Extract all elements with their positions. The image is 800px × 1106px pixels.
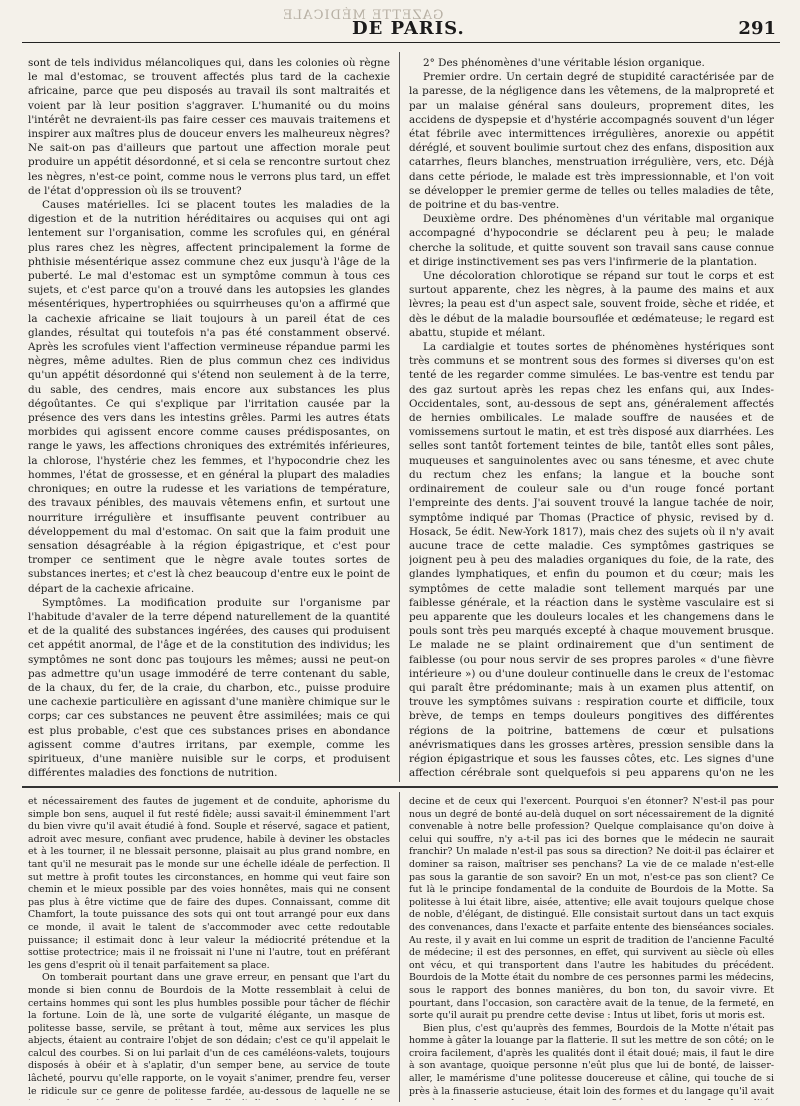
paragraph: Causes matérielles. Ici se placent toutes les maladies de la digestion et de la nutrition héréditaires ou acquises qui ont agi lentement sur l'organisation, comme les scrofules qui, en général plus rares chez les nègres, affectent principalement la forme de phthisie mésentérique assez commune chez eux jusqu'à l'âge de la puberté. Le mal d'estomac est un symptôme commun à tous ces sujets, et c'est parce qu'on a trouvé dans les autopsies les glandes mésentériques, hypertrophiées ou squirrheuses qu'on a affirmé que la cachexie africaine se liait toujours à un pareil état de ces glandes, résultat qui toutefois n'a pas été constamment observé. Après les scrofules vient l'affection vermineuse répandue parmi les nègres, même adultes. Rien de plus commun chez ces individus qu'un appétit désordonné qui s'étend non seulement à de la terre, du sable, des cendres, mais encore aux substances les plus dégoûtantes. Ce qui s'explique par l'irritation causée par la présence des vers dans les intestins grêles. Parmi les autres états morbides qui agissent encore comme causes prédisposantes, on range le yaws, les affections chroniques des extrémités inférieures, la chlorose, l'hystérie chez les femmes, et l'hypocondrie chez les hommes, l'état de grossesse, et en général la plupart des maladies chroniques; en outre la rudesse et les variations de température, des travaux pénibles, des mauvais vêtemens enfin, et surtout une nourriture irrégulière et insuffisante peuvent contribuer au développement du mal d'estomac. On sait que la faim produit une sensation désagréable à la région épigastrique, et c'est pour tromper ce sentiment que le nègre avale toutes sortes de substances inertes; et c'est là chez beaucoup d'entre eux le point de départ de la cachexie africaine. bbox=[28, 199, 390, 595]
section-divider bbox=[22, 786, 778, 788]
paragraph: sont de tels individus mélancoliques qui, dans les colonies où règne le mal d'estomac, se trouvent affectés plus tard de la cachexie africaine, parce que peu disposés au travail ils sont maltraités et voient par là leur position s'aggraver. L'humanité ou du moins l'intérêt ne devraient-ils pas faire cesser ces mauvais traitemens et inspirer aux maîtres plus de douceur envers les malheureux nègres? Ne sait-on pas d'ailleurs que partout une affection morale peut produire un appétit désordonné, et si cela se rencontre surtout chez les nègres, n'est-ce point, comme nous le verrons plus tard, un effet de l'état d'oppression où ils se trouvent? bbox=[28, 57, 390, 197]
running-title: DE PARIS. bbox=[352, 18, 465, 39]
paragraph: Une décoloration chlorotique se répand sur tout le corps et est surtout apparente, chez les nègres, à la paume des mains et aux lèvres; la peau est d'un aspect sale, souvent froide, sèche et ridée, et dès le début de la maladie boursouflée et œdémateuse; le regard est abattu, stupide et mélant. bbox=[409, 270, 774, 339]
paragraph: Premier ordre. Un certain degré de stupidité caractérisée par de la paresse, de la négligence dans les vêtemens, de la malpropreté et par un malaise général sans douleurs, proprement dites, les accidens de dyspepsie et d'hystérie accompagnés souvent d'un léger état fébrile avec intermittences irrégulières, anorexie ou appétit déréglé, et souvent boulimie surtout chez des enfans, disposition aux catarrhes, fleurs blanches, menstruation irrégulière, vers, etc. Déjà dans cette période, le malade est très impressionnable, et l'on voit se développer le premier germe de telles ou telles maladies de tête, de poitrine et du bas-ventre. bbox=[409, 71, 774, 212]
column-divider bbox=[399, 52, 400, 782]
paragraph: decine et de ceux qui l'exercent. Pourquoi s'en étonner? N'est-il pas pour nous un degré de bonté au-delà duquel on sort nécessairement de la dignité convenable à notre belle profession? Quelque complaisance qu'on doive à celui qui souffre, n'y a-t-il pas ici des bornes que le médecin ne saurait franchir? Un malade n'est-il pas sous sa direction? Ne doit-il pas éclairer et dominer sa raison, maîtriser ses penchans? La vie de ce malade n'est-elle pas sous la garantie de son savoir? En un mot, n'est-ce pas son client? Ce fut là le principe fondamental de la conduite de Bourdois de la Motte. Sa politesse à lui était libre, aisée, attentive; elle avait toujours quelque chose de noble, d'élégant, de distingué. Elle consistait surtout dans un tact exquis des convenances, dans l'exacte et parfaite entente des bienséances sociales. Au reste, il y avait en lui comme un esprit de tradition de l'ancienne Faculté de médecine; il est des personnes, en effet, qui survivent au siècle où elles ont vécu, et qui transportent dans l'autre les habitudes du précédent. Bourdois de la Motte était du nombre de ces personnes parmi les médecins, sous le rapport des bonnes manières, du bon ton, du savoir vivre. Et pourtant, dans l'occasion, son caractère avait de la tenue, de la fermeté, en sorte qu'il aurait pu prendre cette devise : Intus ut libet, foris ut moris est. bbox=[409, 796, 774, 1022]
page-number: 291 bbox=[738, 18, 776, 39]
paragraph: 2° Des phénomènes d'une véritable lésion organique. bbox=[423, 57, 705, 69]
feuilleton-left-column bbox=[28, 796, 390, 1100]
paragraph: et nécessairement des fautes de jugement et de conduite, aphorisme du simple bon sens, auquel il fut resté fidèle; aussi savait-il éminemment l'art du bien vivre qu'il avait étudié à fond. Souple et réservé, sagace et patient, adroit avec mesure, confiant avec prudence, habile à deviner les obstacles et à les tourner, il ne blessait personne, plaisait au plus grand nombre, en tant qu'il ne mesurait pas le monde sur une échelle idéale de perfection. Il sut mettre à profit toutes les circonstances, en homme qui veut faire son chemin et le mieux possible par des voies honnêtes, mais qui ne consent pas plus à être victime que de faire des dupes. Connaissant, comme dit Chamfort, la toute puissance des sots qui ont tout arrangé pour eux dans ce monde, il avait le talent de s'accommoder avec cette redoutable puissance; il estimait donc à leur valeur la médiocrité prétendue et la sottise protectrice; mais il ne froissait ni l'une ni l'autre, tout en préférant les gens d'esprit où il tenait parfaitement sa place. bbox=[28, 796, 390, 971]
paragraph: La cardialgie et toutes sortes de phénomènes hystériques sont très communs et se montrent sous des formes si diverses qu'on est tenté de les regarder comme simulées. Le bas-ventre est tendu par des gaz surtout après les repas chez les enfans qui, aux Indes-Occidentales, sont, au-dessous de sept ans, généralement affectés de hernies ombilicales. Le malade souffre de nausées et de vomissemens surtout le matin, et est très disposé aux diarrhées. Les selles sont tantôt fortement teintes de bile, tantôt elles sont pâles, muqueuses et sanguinolentes avec ou sans ténesme, et avec chute du rectum chez les enfans; la langue et la bouche sont ordinairement de couleur sale ou d'un rouge foncé portant l'empreinte des dents. J'ai souvent trouvé la langue tachée de noir, symptôme indiqué par Thomas (Practice of physic, revised by d. Hosack, 5e édit. New-York 1817), mais chez des sujets où il n'y avait aucune trace de cette maladie. Ces symptômes gastriques se joignent peu à peu des maladies organiques du foie, de la rate, des glandes lymphatiques, et enfin du poumon et du cœur; mais les symptômes de cette maladie sont tellement marqués par une faiblesse générale, et la réaction dans le système vasculaire est si peu apparente que les douleurs locales et les changemens dans le pouls sont très peu marqués excepté à chaque mouvement brusque. Le malade ne se plaint ordinairement que d'un sentiment de faiblesse (ou pour nous servir de ses propres paroles « d'une fièvre intérieure ») ou d'une douleur continuelle dans le creux de l'estomac qui paraît être prédominante; mais à un examen plus attentif, on trouve les symptômes suivans : respiration courte et difficile, toux brève, de temps en temps douleurs pongitives des différentes régions de la poitrine, battemens de cœur et pulsations anévrismatiques dans les grosses artères, pression sensible dans la région épigastrique et sous les fausses côtes, etc. Les signes d'une affection cérébrale sont quelquefois si peu apparens qu'on ne les bbox=[409, 341, 774, 778]
paragraph: Symptômes. La modification produite sur l'organisme par l'habitude d'avaler de la terre dépend naturellement de la quantité et de la qualité des substances ingérées, des causes qui produisent cet appétit anormal, de l'âge et de la constitution des individus; les symptômes ne sont donc pas toujours les mêmes; aussi ne peut-on pas admettre qu'un usage immodéré de terre contenant du sable, de la chaux, du fer, de la craie, du charbon, etc., puisse produire une cachexie particulière en agissant d'une manière chimique sur le corps; car ces substances ne peuvent être assimilées; mais ce qui est plus probable, c'est que ces substances prises en abondance agissent comme d'autres irritans, par exemple, comme les spiritueux, d'une manière nuisible sur le corps, et produisent différentes maladies des fonctions de nutrition. bbox=[28, 596, 390, 778]
paragraph: Bien plus, c'est qu'auprès des femmes, Bourdois de la Motte n'était pas homme à gâter la louange par la flatterie. Il sut les mettre de son côté; on le croira facilement, d'après les qualités dont il était doué; mais, il faut le dire à son avantage, quoique personne n'eût plus que lui de bonté, de laisser-aller, le mamérisme d'une politesse doucereuse et câline, qui touche de si près à la finasserie astucieuse, était loin des formes et du langage qu'il avait bbox=[409, 1022, 774, 1097]
bleed-through-header: GAZETTE MÉDICALE bbox=[282, 8, 444, 23]
paragraph: On tomberait pourtant dans une grave erreur, en pensant que l'art du monde si bien connu de Bourdois de la Motte ressemblait à celui de certains hommes qui sont les plus humbles possible pour tâcher de fléchir la fortune. Loin de là, une sorte de vulgarité élégante, un masque de politesse basse, servile, se prêtant à tout, même aux services les plus abjects, étaient au contraire l'objet de son dédain; c'est ce qu'il appelait le calcul des courbes. Si on lui parlait d'un de ces caméléons-valets, toujours disposés à obéir et à s'aplatir, d'un semper bene, au service de toute lâcheté, pourvu qu'elle rapporte, on le voyait s'animer, prendre feu, verser le ridicule sur ce genre de politesse fardée, au-dessous de laquelle ne se bbox=[28, 972, 390, 1097]
top-left-column bbox=[28, 56, 390, 778]
column-divider bbox=[399, 792, 400, 1102]
page-header bbox=[22, 6, 780, 43]
top-right-column bbox=[409, 56, 774, 778]
paragraph: Deuxième ordre. Des phénomènes d'un véritable mal organique accompagné d'hypocondrie se déclarent peu à peu; le malade cherche la solitude, et quitte souvent son travail sans cause connue et dirige instinctivement ses pas vers l'infirmerie de la plantation. bbox=[409, 213, 774, 268]
feuilleton-right-column bbox=[409, 796, 774, 1100]
